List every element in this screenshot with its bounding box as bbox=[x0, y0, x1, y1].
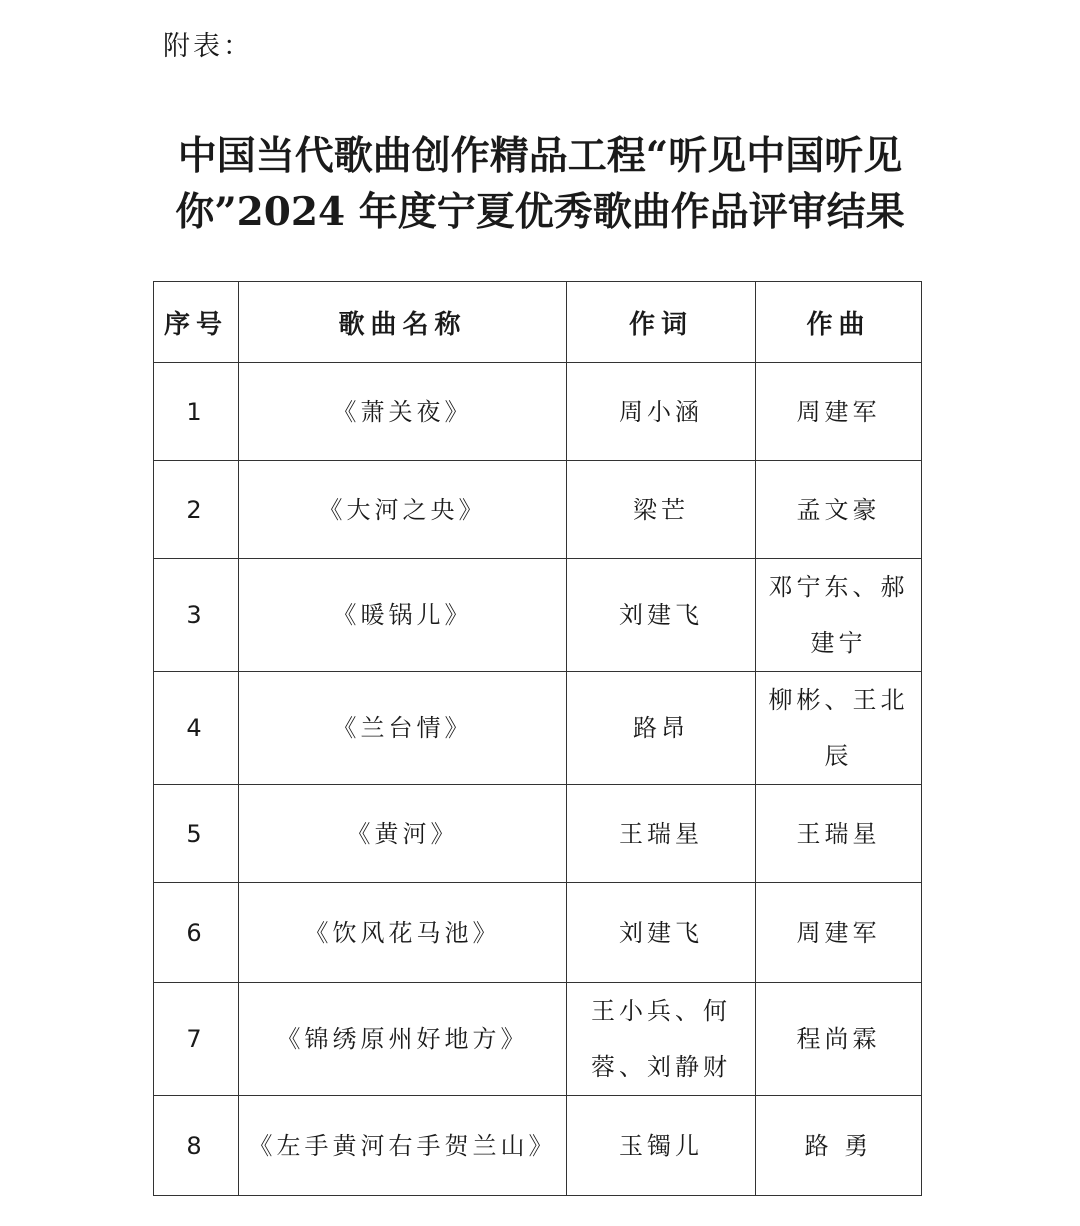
table-row bbox=[154, 672, 922, 785]
attachment-label: 附表： bbox=[163, 31, 253, 62]
table-row bbox=[154, 785, 922, 883]
cell-number: 4 bbox=[154, 672, 239, 785]
cell-song: 《萧关夜》 bbox=[239, 363, 567, 461]
cell-song: 《饮风花马池》 bbox=[239, 883, 567, 983]
cell-lyricist: 王瑞星 bbox=[567, 785, 756, 883]
table-row bbox=[154, 461, 922, 559]
cell-lyricist: 路昂 bbox=[567, 672, 756, 785]
cell-number: 7 bbox=[154, 983, 239, 1096]
cell-composer: 柳彬、王北辰 bbox=[756, 672, 922, 785]
table-row bbox=[154, 363, 922, 461]
cell-song: 《左手黄河右手贺兰山》 bbox=[239, 1096, 567, 1196]
cell-composer: 周建军 bbox=[756, 363, 922, 461]
cell-composer: 程尚霖 bbox=[756, 983, 922, 1096]
table-row bbox=[154, 983, 922, 1096]
cell-lyricist: 玉镯儿 bbox=[567, 1096, 756, 1196]
cell-song: 《黄河》 bbox=[239, 785, 567, 883]
cell-number: 1 bbox=[154, 363, 239, 461]
cell-number: 2 bbox=[154, 461, 239, 559]
cell-lyricist: 刘建飞 bbox=[567, 559, 756, 672]
table-row bbox=[154, 559, 922, 672]
table-row bbox=[154, 883, 922, 983]
results-table bbox=[153, 281, 922, 1196]
header-number: 序号 bbox=[154, 282, 239, 363]
table-row bbox=[154, 1096, 922, 1196]
cell-composer: 周建军 bbox=[756, 883, 922, 983]
cell-song: 《锦绣原州好地方》 bbox=[239, 983, 567, 1096]
cell-song: 《兰台情》 bbox=[239, 672, 567, 785]
cell-composer: 王瑞星 bbox=[756, 785, 922, 883]
cell-lyricist: 梁芒 bbox=[567, 461, 756, 559]
title-line-2: 你”2024 年度宁夏优秀歌曲作品评审结果 bbox=[175, 189, 905, 235]
header-song-name: 歌曲名称 bbox=[239, 282, 567, 363]
cell-lyricist: 刘建飞 bbox=[567, 883, 756, 983]
cell-lyricist: 王小兵、何蓉、刘静财 bbox=[567, 983, 756, 1096]
cell-composer: 邓宁东、郝建宁 bbox=[756, 559, 922, 672]
cell-number: 3 bbox=[154, 559, 239, 672]
cell-composer: 孟文豪 bbox=[756, 461, 922, 559]
cell-lyricist: 周小涵 bbox=[567, 363, 756, 461]
cell-number: 6 bbox=[154, 883, 239, 983]
cell-number: 8 bbox=[154, 1096, 239, 1196]
title-line-1: 中国当代歌曲创作精品工程“听见中国听见 bbox=[177, 133, 903, 179]
cell-number: 5 bbox=[154, 785, 239, 883]
page-title bbox=[120, 128, 960, 240]
table-header-row bbox=[154, 282, 922, 363]
cell-song: 《暖锅儿》 bbox=[239, 559, 567, 672]
cell-song: 《大河之央》 bbox=[239, 461, 567, 559]
cell-composer: 路 勇 bbox=[756, 1096, 922, 1196]
header-lyricist: 作词 bbox=[567, 282, 756, 363]
header-composer: 作曲 bbox=[756, 282, 922, 363]
